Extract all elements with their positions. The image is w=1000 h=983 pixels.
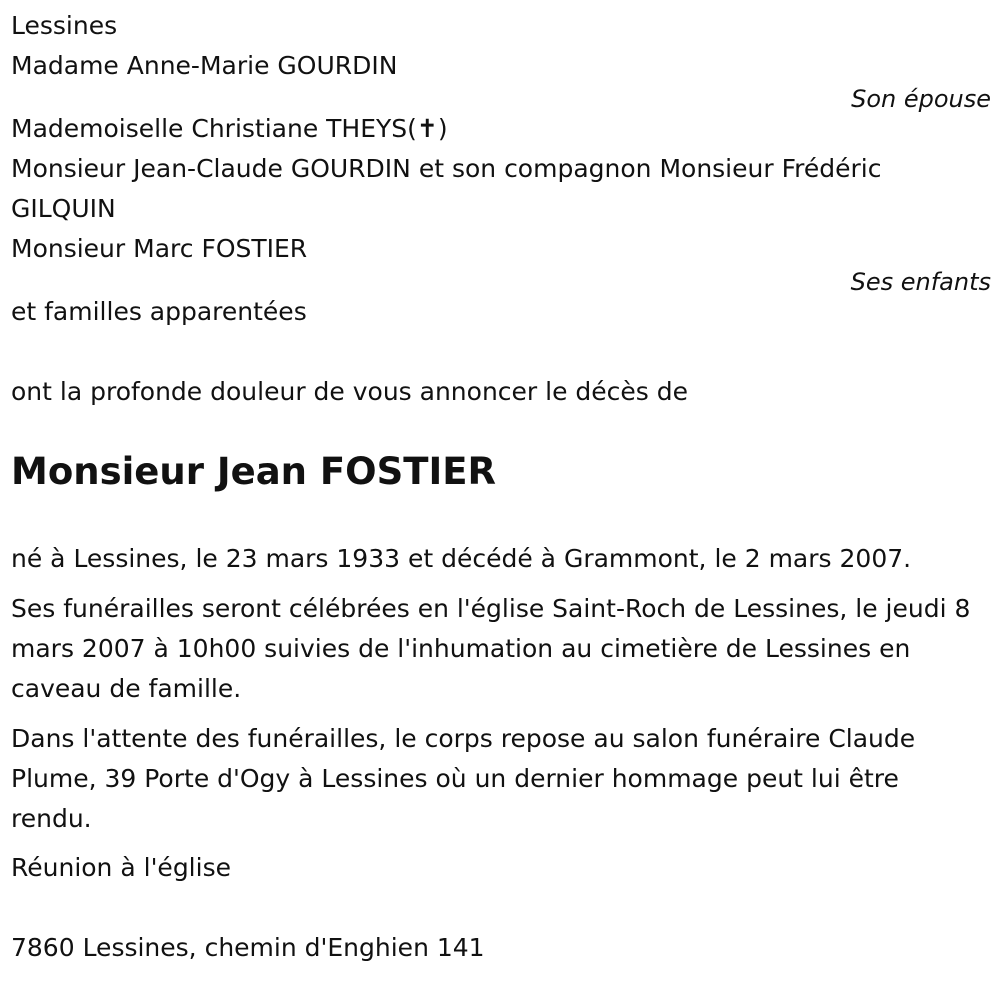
spouse-name: Madame Anne-Marie GOURDIN [11, 51, 398, 80]
child-name: Monsieur Jean-Claude GOURDIN et son compagnon Monsieur Frédéric GILQUIN [11, 154, 882, 223]
spouse-section [11, 46, 991, 114]
deceased-section [11, 450, 991, 494]
child-name: Monsieur Marc FOSTIER [11, 234, 308, 263]
meeting-section [11, 848, 991, 888]
others-section [11, 292, 991, 332]
meeting-text: Réunion à l'église [11, 853, 231, 882]
location: Lessines [11, 11, 118, 40]
address-section [11, 928, 991, 968]
viewing-section [11, 719, 991, 839]
extended-family: et familles apparentées [11, 297, 307, 326]
birth-death-text: né à Lessines, le 23 mars 1933 et décédé à Grammont, le 2 mars 2007. [11, 544, 912, 573]
spouse-role: Son épouse [851, 85, 991, 113]
announcement-intro: ont la profonde douleur de vous annoncer le décès de [11, 377, 689, 406]
child-name: Mademoiselle Christiane THEYS(✝) [11, 114, 448, 143]
header-section [11, 6, 991, 46]
funeral-text: Ses funérailles seront célébrées en l'église Saint-Roch de Lessines, le jeudi 8 mars 2007 à 10h00 suivies de l'inhumation au cimetière de Lessines en caveau de famille. [11, 594, 971, 703]
address-text: 7860 Lessines, chemin d'Enghien 141 [11, 933, 485, 962]
deceased-name: Monsieur Jean FOSTIER [11, 450, 497, 493]
children-role: Ses enfants [850, 268, 991, 296]
children-section [11, 109, 991, 297]
details-section [11, 539, 991, 579]
funeral-section [11, 589, 991, 709]
obituary-notice [11, 0, 991, 983]
announcement-section [11, 372, 991, 412]
viewing-text: Dans l'attente des funérailles, le corps repose au salon funéraire Claude Plume, 39 Porte d'Ogy à Lessines où un dernier hommage peut lui être rendu. [11, 724, 916, 833]
